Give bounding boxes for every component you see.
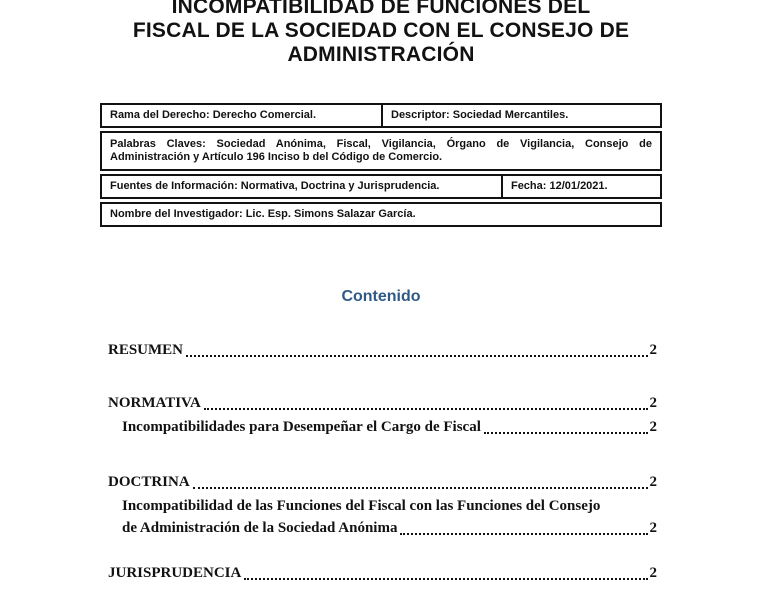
toc-entry-label: NORMATIVA: [108, 395, 201, 411]
metadata-table: [100, 103, 662, 227]
toc-entry-label-line-2: de Administración de la Sociedad Anónima: [122, 520, 398, 536]
metadata-row-palabras-claves: [100, 131, 662, 171]
cell-palabras-claves: Palabras Claves: Sociedad Anónima, Fiscal, Vigilancia, Órgano de Vigilancia, Consejo de Administración y Artículo 196 Inciso b del Código de Comercio.: [110, 138, 652, 163]
toc-heading: Contenido: [341, 288, 421, 305]
dot-leader: [484, 432, 648, 434]
document-title-line-1: INCOMPATIBILIDAD DE FUNCIONES DEL: [171, 0, 591, 18]
dot-leader: [244, 578, 647, 580]
metadata-row-fuentes-fecha: [100, 174, 662, 199]
dot-leader: [186, 355, 647, 357]
toc-entry-doctrina[interactable]: [108, 471, 657, 493]
toc-page-number: 2: [649, 520, 657, 536]
metadata-row-rama-descriptor: [100, 103, 662, 128]
toc-entry-jurisprudencia[interactable]: [108, 562, 657, 584]
dot-leader: [193, 487, 648, 489]
toc-page-number: 2: [649, 565, 657, 581]
toc-page-number: 2: [649, 474, 657, 490]
metadata-row-investigador: [100, 202, 662, 227]
dot-leader: [204, 408, 648, 410]
cell-rama-del-derecho: Rama del Derecho: Derecho Comercial.: [110, 109, 317, 121]
table-of-contents: [100, 339, 662, 584]
dot-leader: [400, 533, 647, 535]
toc-entry-incompatibilidades-cargo-fiscal[interactable]: [108, 416, 657, 438]
toc-entry-normativa[interactable]: [108, 392, 657, 414]
toc-page-number: 2: [649, 395, 657, 411]
toc-entry-resumen[interactable]: [108, 339, 657, 361]
toc-entry-label: DOCTRINA: [108, 474, 190, 490]
document-title-line-3: ADMINISTRACIÓN: [287, 43, 475, 66]
cell-fuentes-informacion: Fuentes de Información: Normativa, Doctrina y Jurisprudencia.: [110, 180, 440, 192]
toc-entry-label: Incompatibilidades para Desempeñar el Cargo de Fiscal: [122, 419, 481, 435]
toc-page-number: 2: [649, 419, 657, 435]
toc-entry-label-line-1: Incompatibilidad de las Funciones del Fiscal con las Funciones del Consejo: [122, 498, 601, 514]
cell-fecha: Fecha: 12/01/2021.: [501, 176, 660, 197]
toc-page-number: 2: [649, 342, 657, 358]
toc-entry-label: JURISPRUDENCIA: [108, 565, 242, 581]
document-title: [100, 0, 662, 67]
document-title-line-2: FISCAL DE LA SOCIEDAD CON EL CONSEJO DE: [132, 19, 630, 42]
toc-entry-incompatibilidad-funciones-fiscal[interactable]: [108, 495, 657, 539]
toc-entry-label: RESUMEN: [108, 342, 184, 358]
cell-investigador: Nombre del Investigador: Lic. Esp. Simons Salazar García.: [110, 208, 416, 220]
cell-descriptor: Descriptor: Sociedad Mercantiles.: [381, 105, 660, 126]
